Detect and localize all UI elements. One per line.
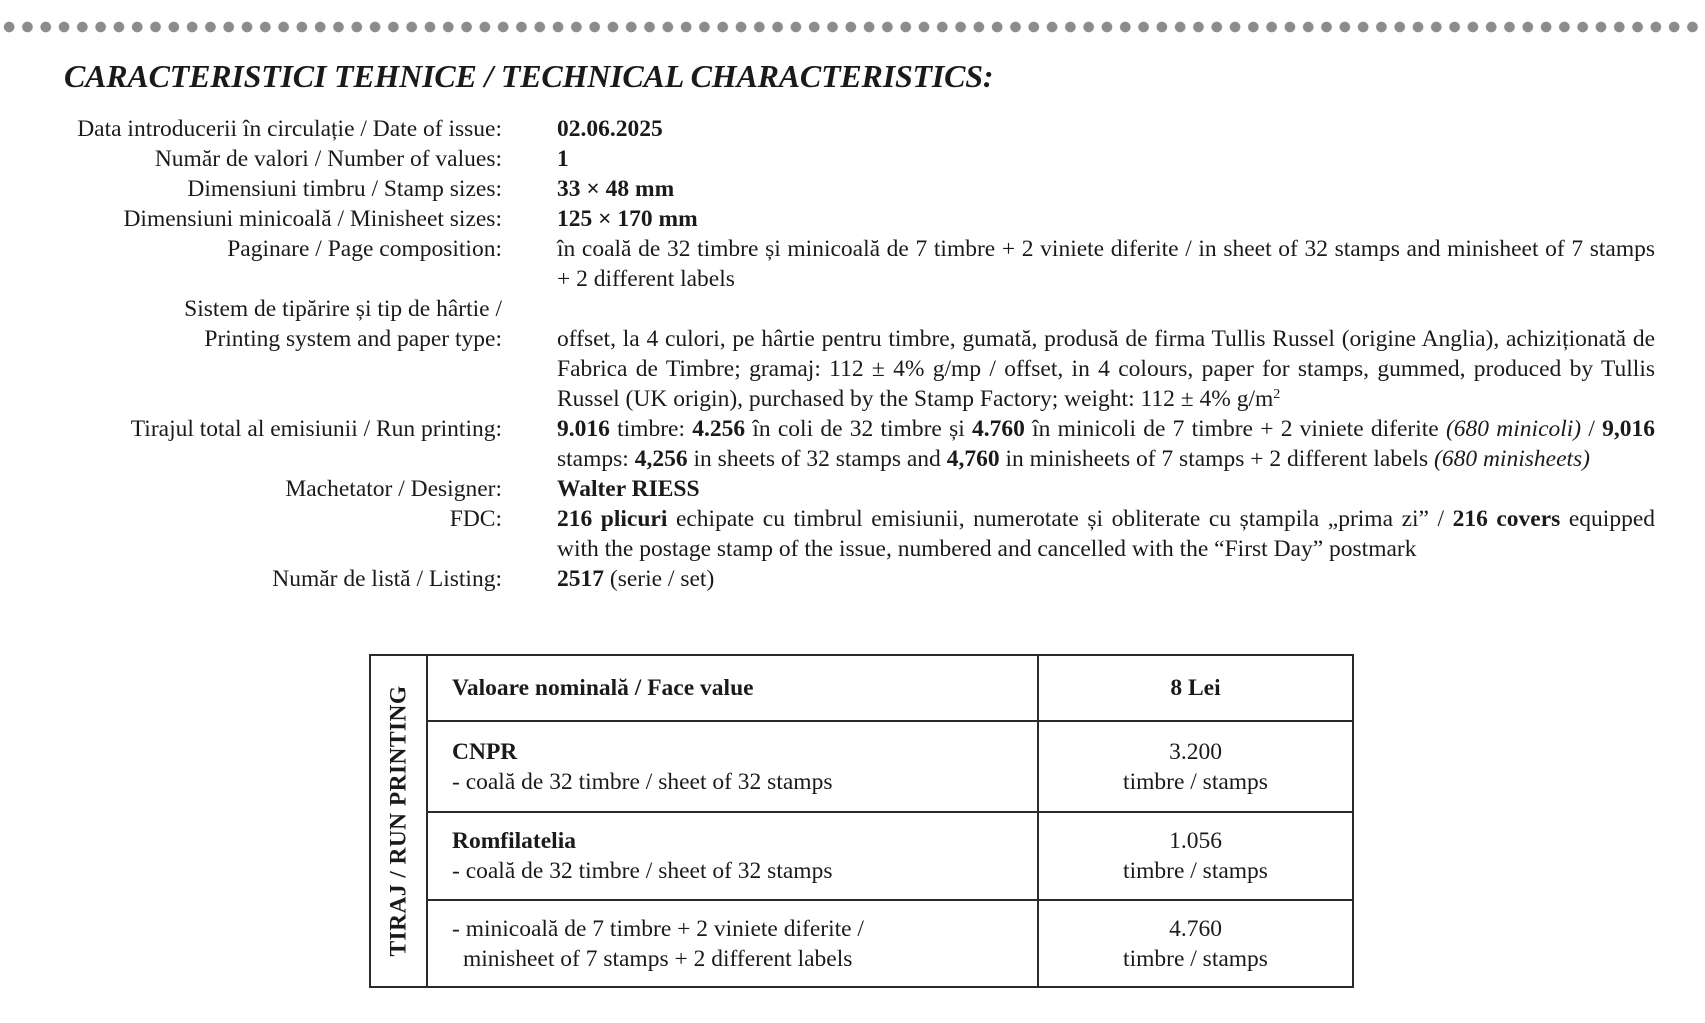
spec-row-stamp-sizes — [0, 174, 1705, 204]
row-detail: - minicoală de 7 timbre + 2 viniete diferite / — [452, 915, 864, 942]
fdc-covers-en: 216 covers — [1452, 506, 1561, 532]
spec-row-page-composition — [0, 234, 1705, 294]
fdc-covers-ro: 216 plicuri — [557, 506, 668, 532]
values-count: 1 — [557, 146, 569, 172]
spec-row-printing — [0, 324, 1705, 414]
row-detail: - coală de 32 timbre / sheet of 32 stamps — [452, 858, 833, 884]
spec-value: în coală de 32 timbre și minicoală de 7 timbre + 2 viniete diferite / in sheet of 32 stamps and minisheet of 7 stamps + 2 different labels — [557, 236, 1655, 292]
designer-name: Walter RIESS — [557, 476, 700, 502]
spec-label: Număr de valori / Number of values: — [154, 146, 502, 172]
row-description — [427, 812, 1038, 900]
spec-row-printing-label1 — [0, 294, 1705, 324]
spec-label: Număr de listă / Listing: — [272, 566, 502, 592]
stamp-size-value: 33 × 48 mm — [557, 176, 675, 202]
run-text: stamps: — [557, 446, 635, 472]
qty-number: 1.056 — [1169, 828, 1222, 854]
spec-value — [557, 144, 1655, 174]
spec-value — [557, 564, 1655, 594]
listing-suffix: (serie / set) — [604, 566, 715, 592]
spec-label: FDC: — [449, 506, 502, 532]
spec-label: Dimensiuni minicoală / Minisheet sizes: — [123, 206, 502, 232]
row-title: Romfilatelia — [452, 828, 576, 854]
spec-value — [557, 414, 1655, 474]
spec-row-values — [0, 144, 1705, 174]
row-quantity — [1038, 812, 1353, 900]
table-row — [370, 900, 1353, 987]
qty-number: 4.760 — [1169, 915, 1222, 942]
run-mini-ro: 4.760 — [972, 416, 1025, 442]
header-label: Valoare nominală / Face value — [427, 655, 1038, 721]
spec-row-fdc — [0, 504, 1705, 564]
run-sheets-ro: 4.256 — [692, 416, 746, 442]
spec-value — [557, 114, 1655, 144]
side-label: TIRAJ / RUN PRINTING — [385, 685, 411, 957]
date-value: 02.06.2025 — [557, 116, 663, 142]
row-quantity — [1038, 900, 1353, 987]
spec-label: Machetator / Designer: — [285, 476, 502, 502]
qty-number: 3.200 — [1169, 738, 1222, 765]
run-text: în minicoli de 7 timbre + 2 viniete diferite — [1024, 416, 1446, 442]
row-detail: minisheet of 7 stamps + 2 different labels — [463, 945, 853, 972]
run-total-en: 9,016 — [1602, 416, 1656, 442]
minisheet-size-value: 125 × 170 mm — [557, 206, 698, 232]
section-title: CARACTERISTICI TEHNICE / TECHNICAL CHARACTERISTICS: — [64, 58, 994, 94]
run-printing-table — [369, 654, 1354, 988]
row-description — [427, 721, 1038, 812]
dotted-border — [0, 20, 1705, 34]
run-text: in sheets of 32 stamps and — [687, 446, 947, 472]
spec-row-designer — [0, 474, 1705, 504]
spec-row-date — [0, 114, 1705, 144]
run-text: in minisheets of 7 stamps + 2 different labels — [999, 446, 1435, 472]
run-text: timbre: — [609, 416, 693, 442]
row-quantity — [1038, 721, 1353, 812]
run-text: / — [1581, 416, 1595, 442]
spec-label: Data introducerii în circulație / Date of issue: — [77, 116, 502, 142]
spec-label: Paginare / Page composition: — [227, 236, 502, 262]
run-paren-ro: (680 minicoli) — [1445, 416, 1582, 442]
superscript: 2 — [1273, 387, 1281, 402]
spec-value — [557, 504, 1655, 564]
row-description — [427, 900, 1038, 987]
spec-label: Printing system and paper type: — [204, 326, 502, 352]
table-row — [370, 721, 1353, 812]
fdc-text: echipate cu timbrul emisiunii, numerotate și obliterate cu ștampila „prima zi” / — [667, 506, 1453, 532]
run-sheets-en: 4,256 — [634, 446, 688, 472]
qty-unit: timbre / stamps — [1123, 945, 1268, 972]
run-text: în coli de 32 timbre și — [745, 416, 973, 442]
spec-label: Tirajul total al emisiunii / Run printing: — [130, 416, 502, 442]
spec-value — [557, 474, 1655, 504]
spec-value — [557, 174, 1655, 204]
table-row — [370, 812, 1353, 900]
side-label-cell — [370, 655, 427, 987]
spec-row-run-printing — [0, 414, 1705, 474]
spec-row-minisheet-sizes — [0, 204, 1705, 234]
spec-label: Dimensiuni timbru / Stamp sizes: — [187, 176, 502, 202]
row-detail: - coală de 32 timbre / sheet of 32 stamps — [452, 768, 833, 795]
spec-value-empty — [557, 294, 1655, 324]
spec-value — [557, 324, 1655, 414]
run-mini-en: 4,760 — [946, 446, 1000, 472]
run-paren-en: (680 minisheets) — [1434, 446, 1591, 472]
spec-label: Sistem de tipărire și tip de hârtie / — [184, 296, 502, 322]
specs-list — [0, 114, 1705, 594]
table-header-row — [370, 655, 1353, 721]
qty-unit: timbre / stamps — [1123, 768, 1268, 795]
fdc-text: equipped with the postage stamp of the issue, numbered and cancelled with the “First Day” postmark — [557, 506, 1655, 562]
listing-number: 2517 — [557, 566, 604, 592]
spec-row-listing — [0, 564, 1705, 594]
printing-text: offset, la 4 culori, pe hârtie pentru timbre, gumată, produsă de firma Tullis Russel (origine Anglia), achiziționată de Fabrica de Timbre; gramaj: 112 ± 4% g/mp / offset, in 4 colours, paper for stamps, gummed, produced by Tullis Russel (UK origin), purchased by the Stamp Factory; weight: 112 ± 4% g/m — [557, 326, 1655, 412]
run-total-ro: 9.016 — [557, 416, 610, 442]
row-title: CNPR — [452, 738, 518, 765]
qty-unit: timbre / stamps — [1123, 858, 1268, 884]
header-value: 8 Lei — [1038, 655, 1353, 721]
spec-value — [557, 204, 1655, 234]
